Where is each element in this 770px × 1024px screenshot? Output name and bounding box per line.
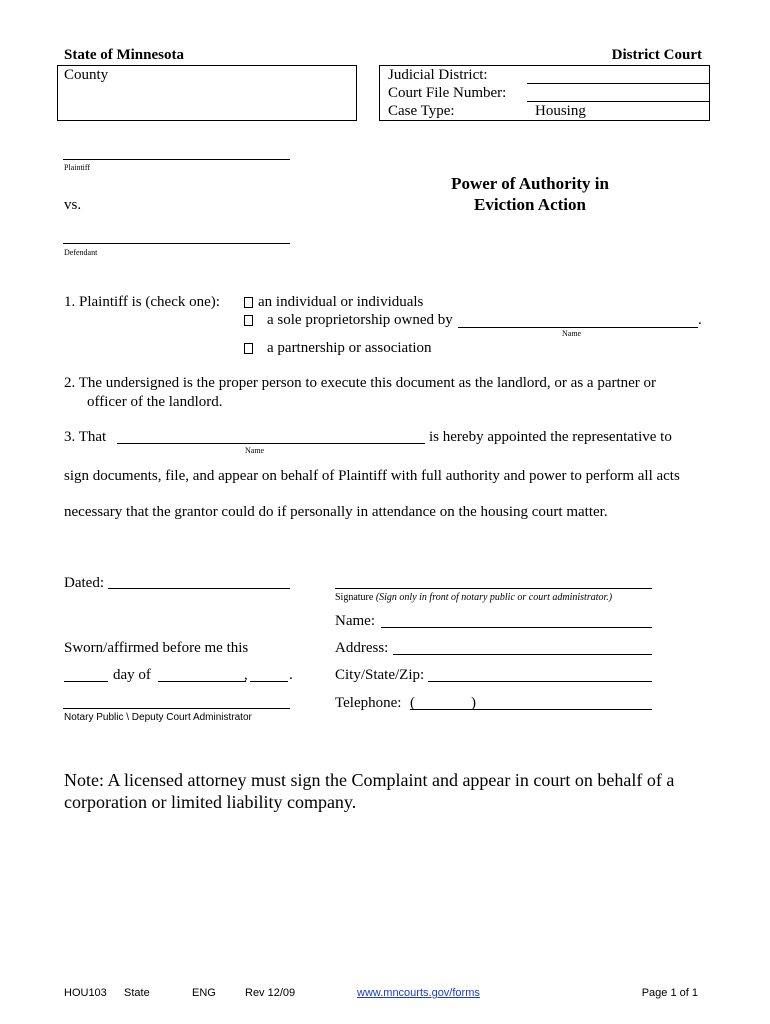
plaintiff-field[interactable] <box>63 159 290 160</box>
name-label: Name: <box>335 613 375 629</box>
signature-label: Signature <box>335 592 374 603</box>
telephone-close-paren: ) <box>471 695 476 711</box>
plaintiff-label: Plaintiff <box>64 163 91 172</box>
owner-name-field[interactable] <box>458 327 698 328</box>
signature-field[interactable] <box>335 588 652 589</box>
checkbox-individual[interactable] <box>244 297 253 308</box>
county-box <box>57 65 357 121</box>
option-individual: an individual or individuals <box>258 294 424 310</box>
item1-lead: 1. Plaintiff is (check one): <box>64 294 220 310</box>
item2-line1: 2. The undersigned is the proper person to execute this document as the landlord, or as a partner or <box>64 375 657 391</box>
signature-note: (Sign only in front of notary public or court administrator.) <box>375 592 613 603</box>
court-heading: District Court <box>611 47 702 63</box>
footer-language: ENG <box>192 987 216 999</box>
option-partnership: a partnership or association <box>267 340 432 356</box>
sworn-period: . <box>289 667 293 683</box>
checkbox-sole-proprietorship[interactable] <box>244 315 253 326</box>
signature-caption <box>335 592 612 603</box>
footer-state: State <box>124 987 150 999</box>
court-file-number-field[interactable] <box>527 101 709 102</box>
dated-field[interactable] <box>108 588 290 589</box>
item3-tail: is hereby appointed the representative to <box>429 429 672 445</box>
footer-page-number: Page 1 of 1 <box>641 987 698 999</box>
checkbox-partnership[interactable] <box>244 343 253 354</box>
sworn-month-field[interactable] <box>158 681 246 682</box>
authority-paragraph-line2: necessary that the grantor could do if personally in attendance on the housing court matter. <box>64 504 608 520</box>
name-field[interactable] <box>381 627 652 628</box>
sworn-year-field[interactable] <box>250 681 288 682</box>
item2-line2: officer of the landlord. <box>87 394 223 410</box>
state-heading: State of Minnesota <box>64 47 184 63</box>
county-label: County <box>64 67 109 83</box>
owner-name-caption: Name <box>562 329 582 338</box>
telephone-label: Telephone: <box>335 695 402 711</box>
address-label: Address: <box>335 640 389 656</box>
judicial-district-field[interactable] <box>527 83 709 84</box>
item3-lead: 3. That <box>64 429 107 445</box>
footer-revision: Rev 12/09 <box>245 987 296 999</box>
footer-forms-link[interactable]: www.mncourts.gov/forms <box>357 987 480 999</box>
court-file-number-label: Court File Number: <box>388 85 507 101</box>
city-state-zip-label: City/State/Zip: <box>335 667 425 683</box>
sworn-comma: , <box>244 667 248 683</box>
note-line1: Note: A licensed attorney must sign the Complaint and appear in court on behalf of a <box>64 770 675 790</box>
case-type-value: Housing <box>535 103 586 119</box>
notary-signature-field[interactable] <box>63 708 290 709</box>
dated-label: Dated: <box>64 575 104 591</box>
day-of-label: day of <box>113 667 151 683</box>
telephone-field[interactable] <box>410 709 652 710</box>
sworn-day-field[interactable] <box>64 681 108 682</box>
note-line2: corporation or limited liability company. <box>64 792 357 812</box>
notary-label: Notary Public \ Deputy Court Administrator <box>64 712 252 723</box>
address-field[interactable] <box>393 654 652 655</box>
form-title-line1: Power of Authority in <box>451 174 609 193</box>
representative-name-field[interactable] <box>117 443 425 444</box>
representative-name-caption: Name <box>245 446 265 455</box>
defendant-field[interactable] <box>63 243 290 244</box>
vs-label: vs. <box>64 197 82 213</box>
option2-period: . <box>698 312 702 328</box>
sworn-label: Sworn/affirmed before me this <box>64 640 249 656</box>
telephone-open-paren: ( <box>410 695 415 711</box>
footer-form-id: HOU103 <box>64 987 107 999</box>
form-title-line2: Eviction Action <box>474 195 586 214</box>
judicial-district-label: Judicial District: <box>388 67 488 83</box>
city-state-zip-field[interactable] <box>428 681 652 682</box>
case-type-label: Case Type: <box>388 103 455 119</box>
case-info-box <box>379 65 710 121</box>
defendant-label: Defendant <box>64 248 98 257</box>
option-sole-proprietorship: a sole proprietorship owned by <box>267 312 453 328</box>
authority-paragraph-line1: sign documents, file, and appear on behalf of Plaintiff with full authority and power to perform all acts <box>64 468 680 484</box>
